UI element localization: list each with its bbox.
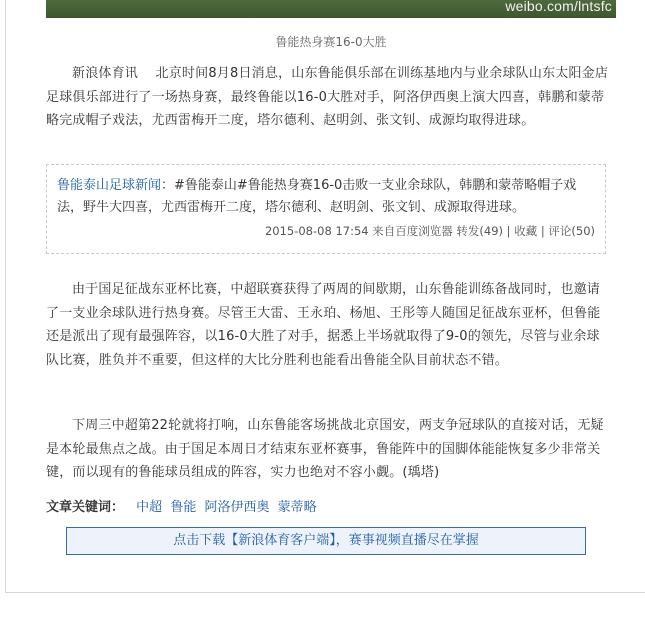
keywords-label: 文章关键词：: [46, 500, 125, 515]
weibo-quote-meta: [265, 223, 595, 239]
keyword-link[interactable]: 阿洛伊西奥: [204, 500, 270, 515]
separator: |: [503, 224, 515, 238]
weibo-client: 来自百度浏览器: [372, 224, 453, 238]
weibo-favorite-link[interactable]: 收藏: [514, 224, 538, 238]
download-app-banner[interactable]: 点击下载【新浪体育客户端】，赛事视频直播尽在掌握: [66, 527, 586, 555]
weibo-comment-link[interactable]: 评论(50): [548, 224, 595, 238]
weibo-quote-body: ：#鲁能泰山#鲁能热身赛16-0击败一支业余球队，韩鹏和蒙蒂略帽子戏法，野牛大四喜，尤西雷梅开二度，塔尔德利、赵明剑、张文钊、成源取得进球。: [57, 178, 577, 215]
article-photo: [46, 0, 616, 18]
weibo-repost-link[interactable]: 转发(49): [456, 224, 504, 238]
photo-watermark: weibo.com/lntsfc: [505, 0, 612, 14]
weibo-quote: [46, 164, 606, 254]
weibo-source-link[interactable]: 鲁能泰山足球新闻: [57, 178, 162, 193]
keyword-link[interactable]: 鲁能: [170, 500, 197, 515]
article-paragraph-2: 由于国足征战东亚杯比赛，中超联赛获得了两周的间歇期，山东鲁能训练备战同时，也邀请了一支业余球队进行热身赛。尽管王大雷、王永珀、杨旭、王彤等人随国足征战东亚杯，但鲁能还是派出了现有最强阵容，以16-0大胜了对手，据悉上半场就取得了9-0的领先，尽管与业余球队比赛，胜负并不重要，但这样的大比分胜利也能看出鲁能全队目前状态不错。: [46, 282, 601, 368]
weibo-quote-text: [57, 175, 595, 219]
article-keywords: [46, 496, 321, 515]
article-paragraph-1: 新浪体育讯 北京时间8月8日消息，山东鲁能俱乐部在训练基地内与业余球队山东太阳金店足球俱乐部进行了一场热身赛，最终鲁能以16-0大胜对手，阿洛伊西奥上演大四喜，韩鹏和蒙蒂略完成帽子戏法，尤西雷梅开二度，塔尔德利、赵明剑、张文钊、成源均取得进球。: [46, 66, 609, 128]
keyword-link[interactable]: 蒙蒂略: [277, 500, 317, 515]
photo-caption: 鲁能热身赛16-0大胜: [275, 35, 387, 49]
keyword-link[interactable]: 中超: [136, 500, 163, 515]
article-paragraph-3: 下周三中超第22轮就将打响，山东鲁能客场挑战北京国安，两支争冠球队的直接对话，无疑是本轮最焦点之战。由于国足本周日才结束东亚杯赛事，鲁能阵中的国脚体能能恢复多少非常关键，而以现有的鲁能球员组成的阵容，实力也绝对不容小觑。(瑀塔): [46, 418, 604, 480]
separator: |: [537, 224, 549, 238]
weibo-datetime: 2015-08-08 17:54: [264, 224, 369, 238]
